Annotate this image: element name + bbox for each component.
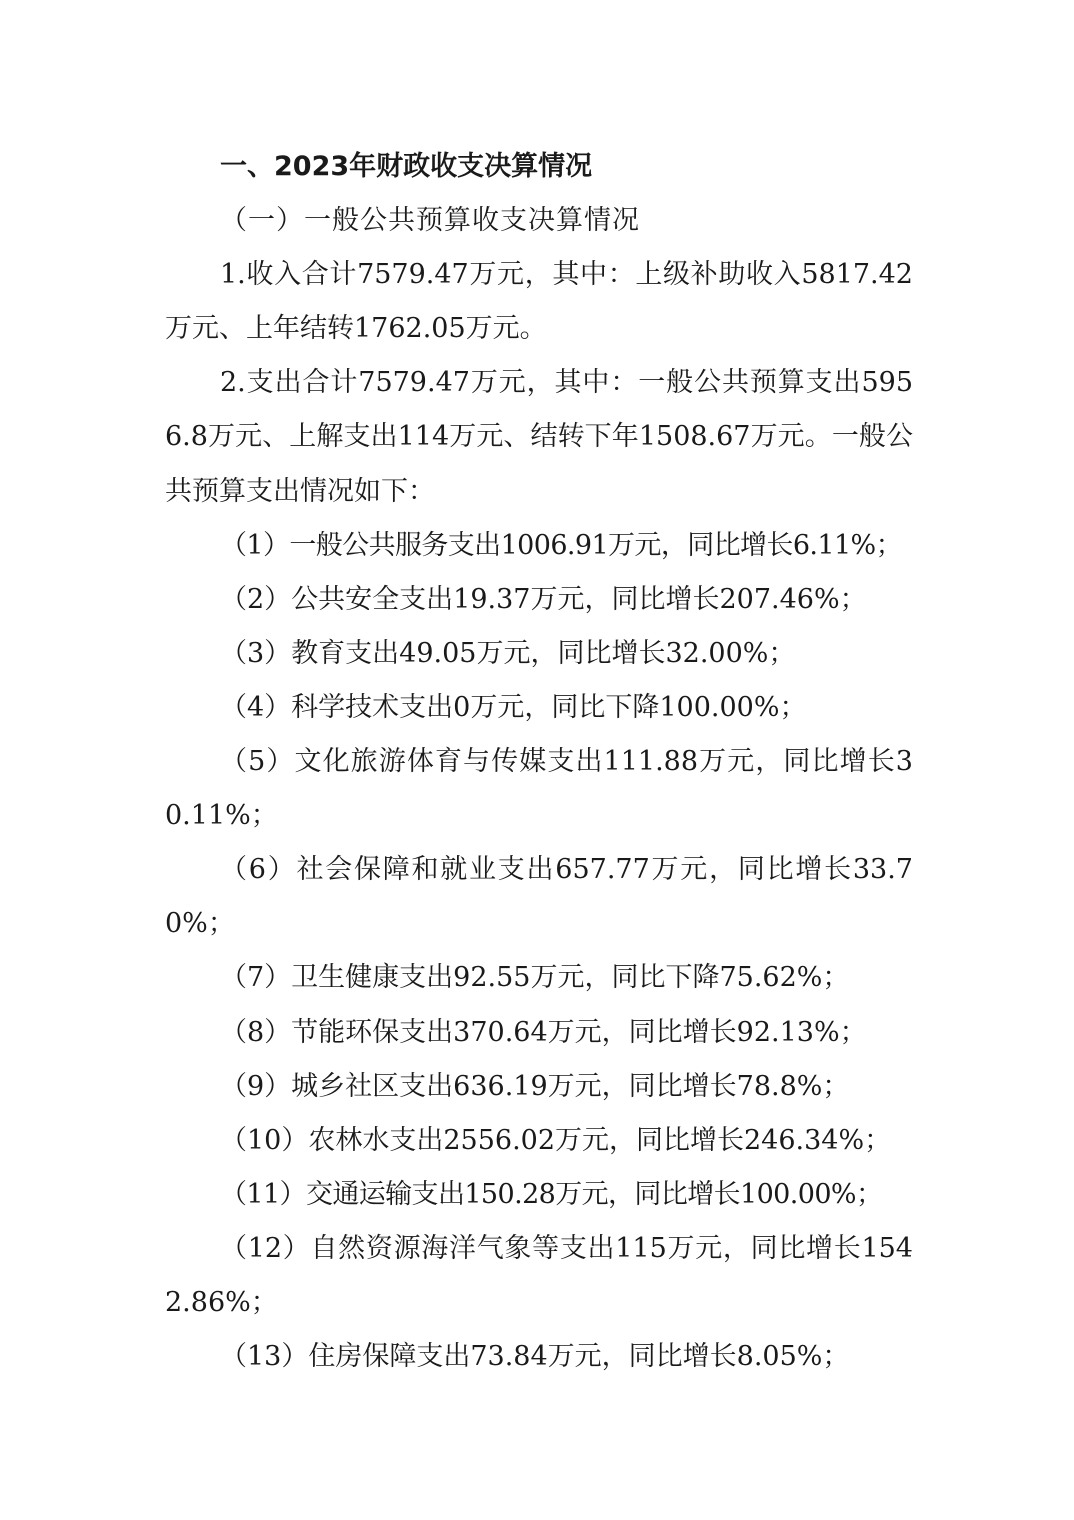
paragraph-item-2: （2）公共安全支出19.37万元，同比增长207.46%； (220, 583, 867, 615)
paragraph-expenditure-total: 2.支出合计7579.47万元，其中：一般公共预算支出5956.8万元、上解支出114万元、结转下年1508.67万元。一般公共预算支出情况如下： (165, 367, 913, 507)
paragraph-item-4: （4）科学技术支出0万元，同比下降100.00%； (220, 691, 807, 723)
subsection-heading: （一）一般公共预算收支决算情况 (220, 205, 640, 237)
paragraph-item-11: （11）交通运输支出150.28万元，同比增长100.00%； (220, 1178, 883, 1210)
paragraph-item-1: （1）一般公共服务支出1006.91万元，同比增长6.11%； (220, 529, 903, 561)
paragraph-item-10: （10）农林水支出2556.02万元，同比增长246.34%； (220, 1124, 892, 1156)
paragraph-item-12: （12）自然资源海洋气象等支出115万元，同比增长1542.86%； (165, 1232, 913, 1318)
document-body (165, 140, 913, 1384)
paragraph-item-6: （6）社会保障和就业支出657.77万元，同比增长33.70%； (165, 854, 913, 940)
paragraph-item-9: （9）城乡社区支出636.19万元，同比增长78.8%； (220, 1070, 850, 1102)
paragraph-item-8: （8）节能环保支出370.64万元，同比增长92.13%； (220, 1016, 867, 1048)
paragraph-item-13: （13）住房保障支出73.84万元，同比增长8.05%； (220, 1341, 850, 1373)
paragraph-income-total: 1.收入合计7579.47万元，其中：上级补助收入5817.42万元、上年结转1762.05万元。 (165, 259, 913, 345)
paragraph-item-3: （3）教育支出49.05万元，同比增长32.00%； (220, 637, 796, 669)
paragraph-item-7: （7）卫生健康支出92.55万元，同比下降75.62%； (220, 962, 850, 994)
paragraph-item-5: （5）文化旅游体育与传媒支出111.88万元，同比增长30.11%； (165, 746, 913, 832)
section-heading: 一、2023年财政收支决算情况 (220, 151, 593, 182)
